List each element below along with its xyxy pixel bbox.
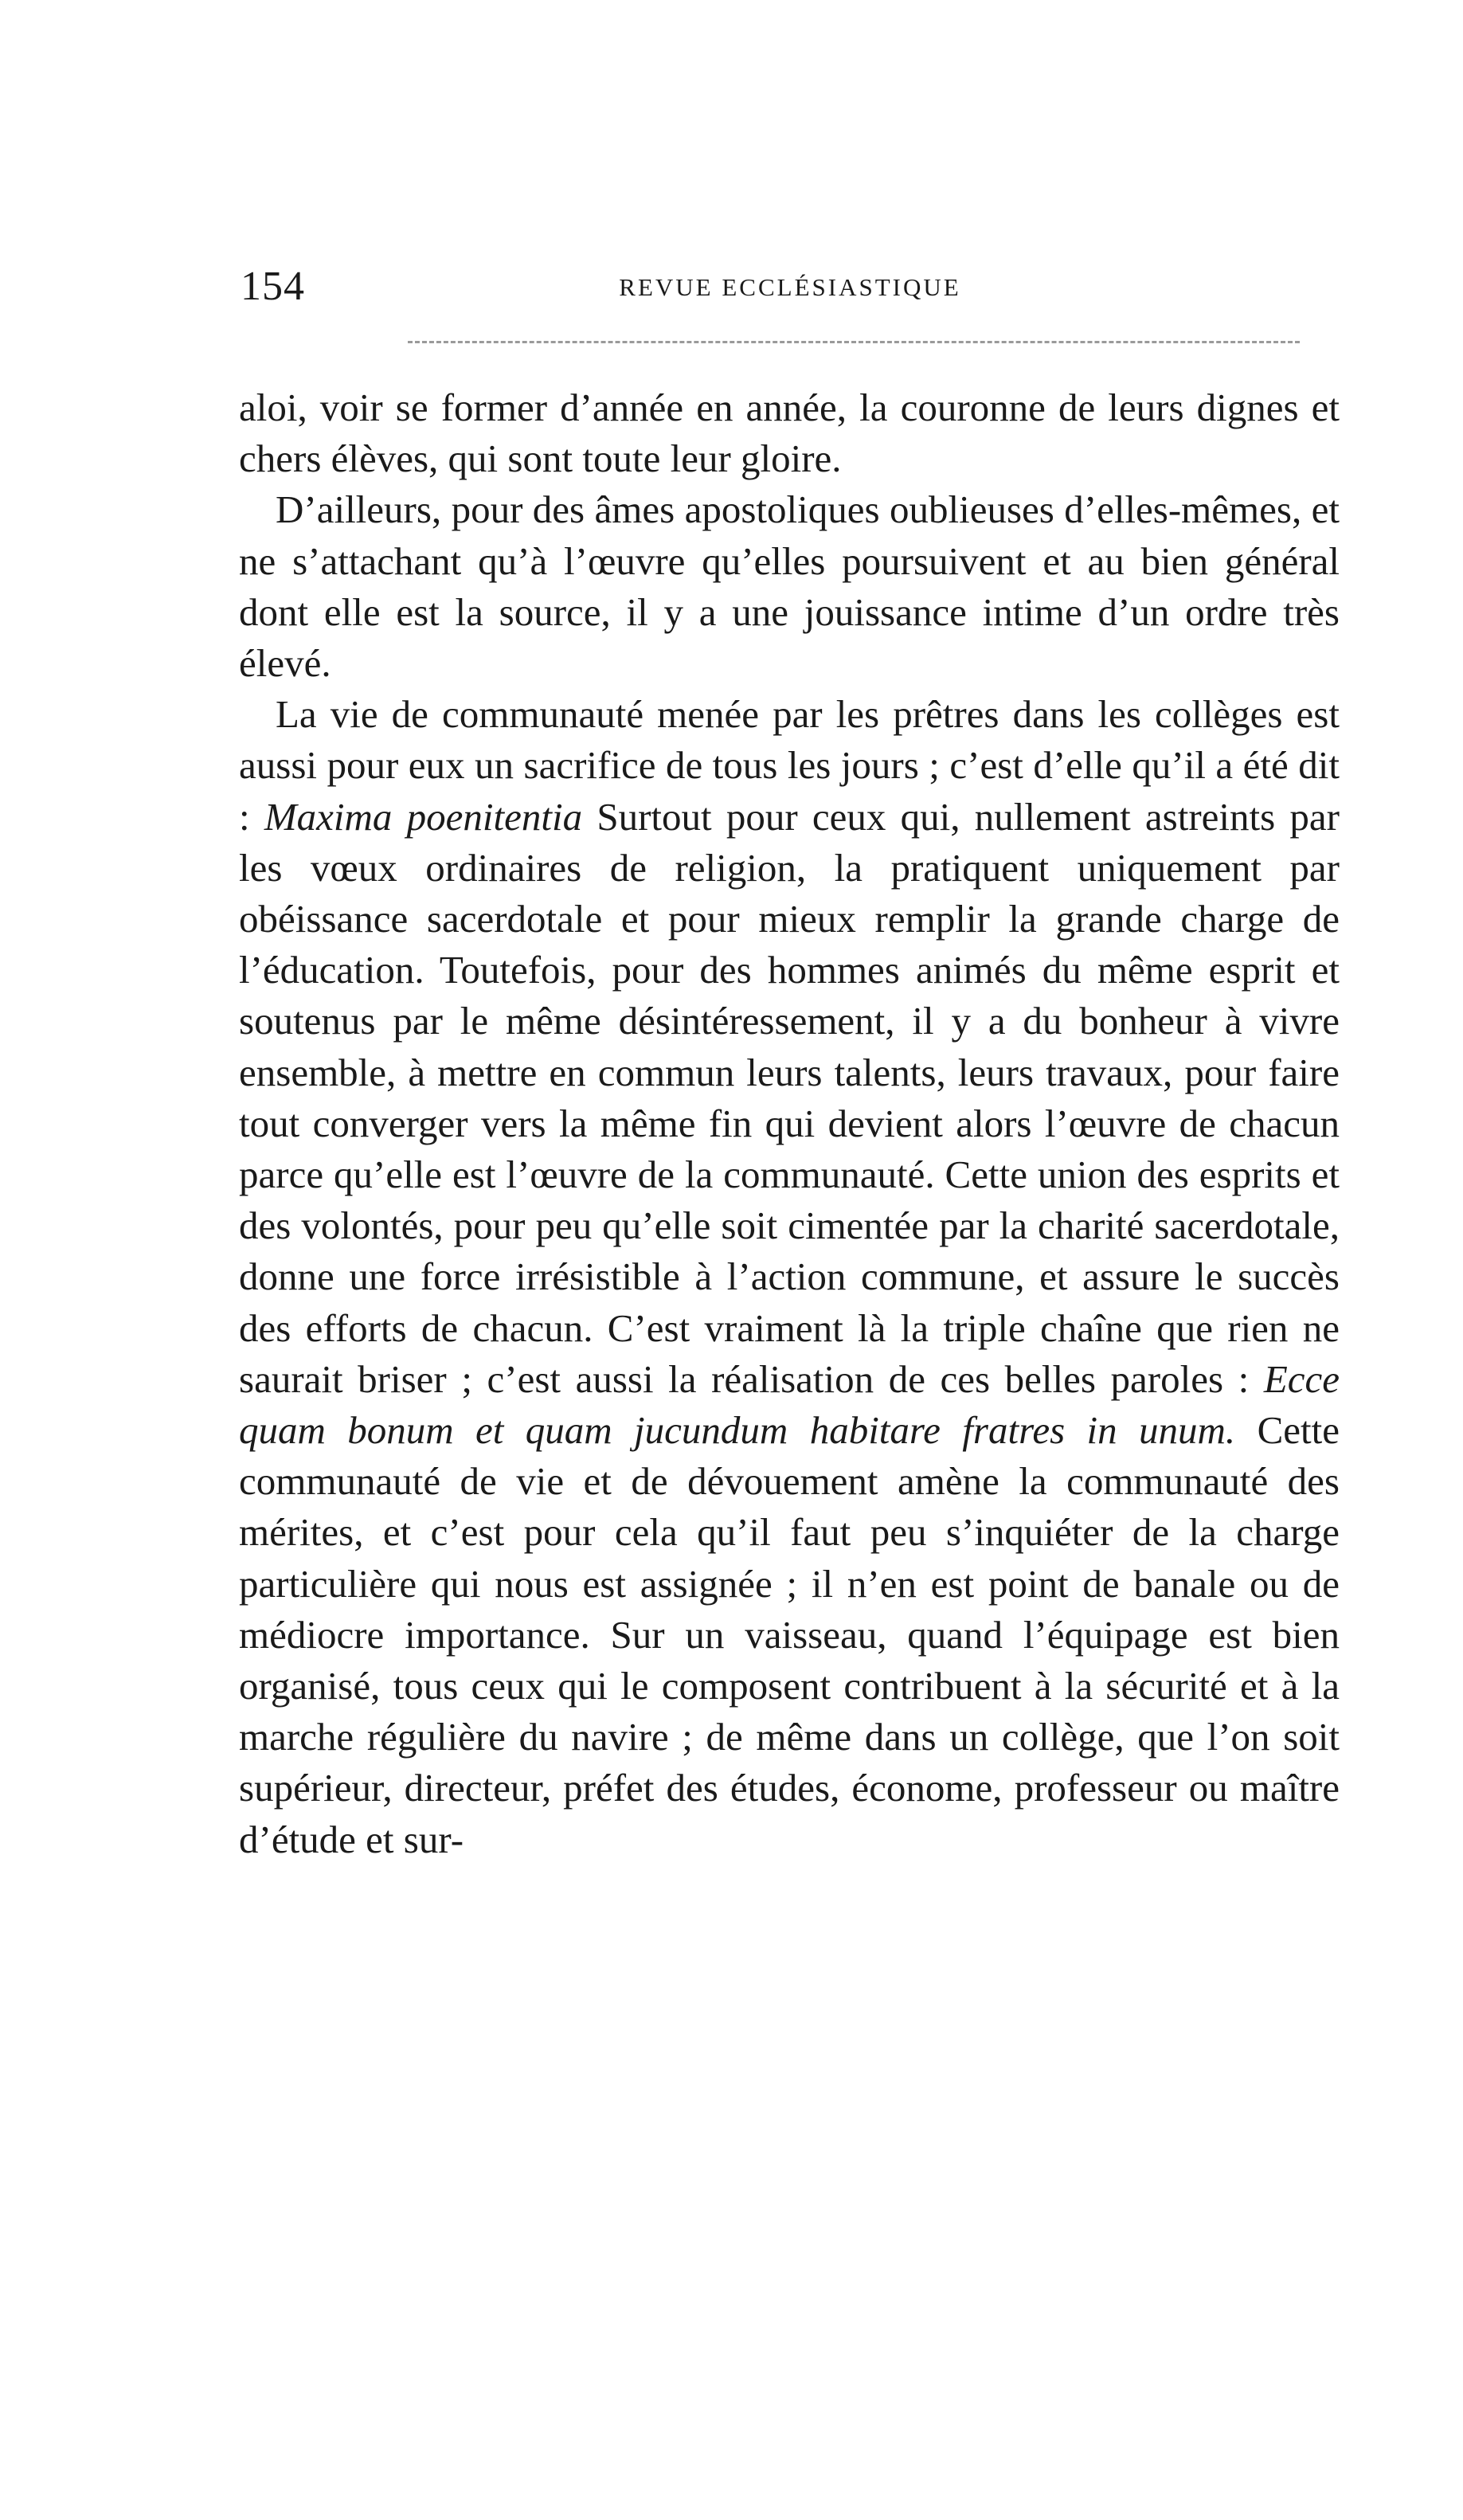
paragraph bbox=[239, 689, 1340, 1865]
header-rule bbox=[408, 341, 1300, 343]
paragraph-text: Cette communauté de vie et de dévouement amène la communauté des mérites, et c’est pour cela qu’il faut peu s’inquiéter de la charge particulière qui nous est assignée ; il n’en est point de banale ou de médiocre importance. Sur un vaisseau, quand l’équipage est bien organisé, tous ceux qui le composent contribuent à la sécurité et à la marche régulière du navire ; de même dans un collège, que l’on soit supérieur, directeur, préfet des études, économe, professeur ou maître d’étude et sur- bbox=[239, 1408, 1340, 1861]
body-text bbox=[239, 382, 1340, 1865]
page-number: 154 bbox=[241, 264, 305, 309]
paragraph-text: La vie de communauté menée par les prêtres dans les collèges est aussi pour eux un sacrifice de tous les jours ; c’est d’elle qu’il a été dit : bbox=[239, 692, 1340, 839]
running-head bbox=[241, 263, 1340, 311]
latin-quotation: Ecce quam bonum et quam jucundum habitare fratres in unum. bbox=[239, 1356, 1340, 1453]
paragraph-text: Surtout pour ceux qui, nullement astreints par les vœux ordinaires de religion, la pratiquent uniquement par obéissance sacerdotale et pour mieux remplir la grande charge de l’éducation. Toutefois, pour des hommes animés du même esprit et soutenus par le même désintéressement, il y a du bonheur à vivre ensemble, à mettre en commun leurs talents, leurs travaux, pour faire tout converger vers la même fin qui devient alors l’œuvre de chacun parce qu’elle est l’œuvre de la communauté. Cette union des esprits et des volontés, pour peu qu’elle soit cimentée par la charité sacerdotale, donne une force irrésistible à l’action commune, et assure le succès des efforts de chacun. C’est vraiment là la triple chaîne que rien ne saurait briser ; c’est aussi la réalisation de ces belles paroles : bbox=[239, 794, 1340, 1401]
latin-quotation: Maxima poenitentia bbox=[264, 794, 583, 839]
paragraph: D’ailleurs, pour des âmes apostoliques oublieuses d’elles-mêmes, et ne s’attachant qu’à l’œuvre qu’elles poursuivent et au bien général dont elle est la source, il y a une jouissance intime d’un ordre très élevé. bbox=[239, 487, 1340, 686]
paragraph-continued: aloi, voir se former d’année en année, la couronne de leurs dignes et chers élèves, qui sont toute leur gloire. bbox=[239, 385, 1340, 481]
journal-title: REVUE ECCLÉSIASTIQUE bbox=[619, 273, 961, 301]
